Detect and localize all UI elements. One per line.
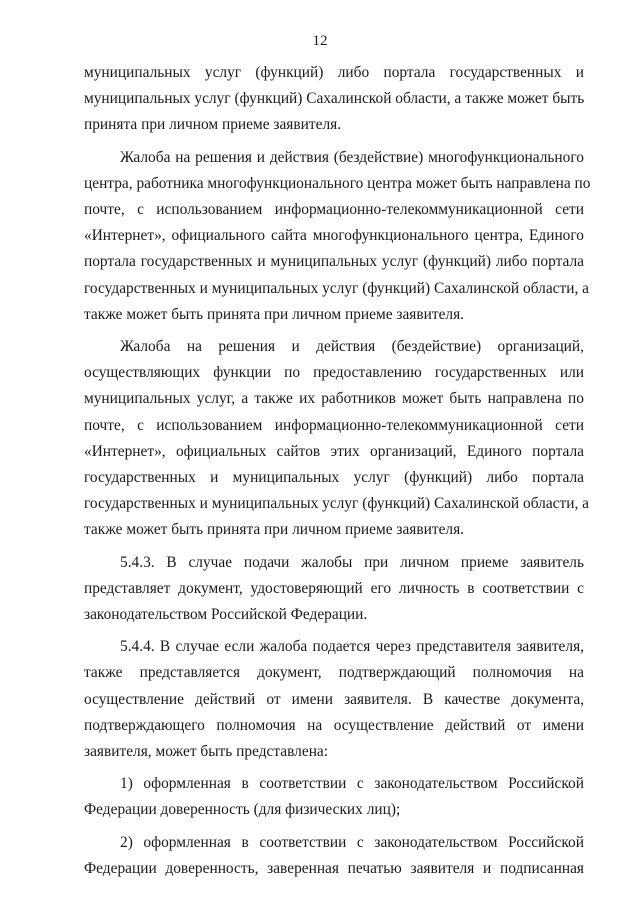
- text-line: портала государственных и муниципальных услуг (функций) либо портала: [84, 253, 584, 271]
- page-number: 12: [312, 33, 328, 49]
- text-line: «Интернет», официальных сайтов этих организаций, Единого портала: [84, 442, 584, 460]
- list-item-2: [84, 830, 584, 882]
- text-line: 5.4.4. В случае если жалоба подается через представителя заявителя,: [120, 638, 584, 656]
- text-line: муниципальных услуг, а также их работников может быть направлена по: [84, 390, 584, 408]
- text-line: также может быть принята при личном приеме заявителя.: [84, 521, 465, 539]
- document-body: [84, 60, 591, 888]
- text-line: «Интернет», официального сайта многофункционального центра, Единого: [84, 227, 584, 245]
- text-line: Федерации доверенность (для физических лиц);: [84, 801, 401, 819]
- text-line: принята при личном приеме заявителя.: [84, 116, 342, 134]
- text-line: подтверждающего полномочия на осуществление действий от имени: [84, 716, 584, 734]
- text-line: почте, с использованием информационно-телекоммуникационной сети: [84, 416, 584, 434]
- text-line: центра, работника многофункционального центра может быть направлена по: [84, 174, 591, 192]
- text-line: Жалоба на решения и действия (бездействие) организаций,: [120, 338, 584, 356]
- text-line: 5.4.3. В случае подачи жалобы при личном приеме заявитель: [120, 553, 584, 571]
- text-line: Федерации доверенность, заверенная печатью заявителя и подписанная: [84, 859, 584, 877]
- text-line: государственных и муниципальных услуг (функций) либо портала: [84, 469, 584, 487]
- text-line: заявителя, может быть представлена:: [84, 743, 329, 761]
- text-line: 2) оформленная в соответствии с законодательством Российской: [120, 833, 584, 851]
- text-line: также может быть принята при личном приеме заявителя.: [84, 305, 465, 323]
- paragraph-mfc-complaint: [84, 145, 591, 328]
- text-line: также представляется документ, подтверждающий полномочия на: [84, 664, 584, 682]
- text-line: государственных и муниципальных услуг (функций) Сахалинской области, а: [84, 495, 589, 513]
- list-item-1: [84, 771, 584, 823]
- paragraph-5-4-4: [84, 634, 584, 765]
- paragraph-organizations-complaint: [84, 334, 589, 544]
- text-line: осуществляющих функции по предоставлению государственных или: [84, 364, 584, 382]
- text-line: законодательством Российской Федерации.: [84, 606, 368, 624]
- text-line: почте, с использованием информационно-телекоммуникационной сети: [84, 201, 584, 219]
- text-line: представляет документ, удостоверяющий его личность в соответствии с: [84, 579, 584, 597]
- text-line: осуществление действий от имени заявителя. В качестве документа,: [84, 690, 584, 708]
- text-line: муниципальных услуг (функций) Сахалинской области, а также может быть: [84, 90, 585, 108]
- paragraph-5-4-3: [84, 550, 584, 629]
- text-line: Жалоба на решения и действия (бездействие) многофункционального: [120, 148, 584, 166]
- text-line: муниципальных услуг (функций) либо портала государственных и: [84, 64, 584, 81]
- text-line: 1) оформленная в соответствии с законодательством Российской: [120, 775, 584, 793]
- text-line: государственных и муниципальных услуг (функций) Сахалинской области, а: [84, 279, 589, 297]
- paragraph-continuation: [84, 60, 584, 139]
